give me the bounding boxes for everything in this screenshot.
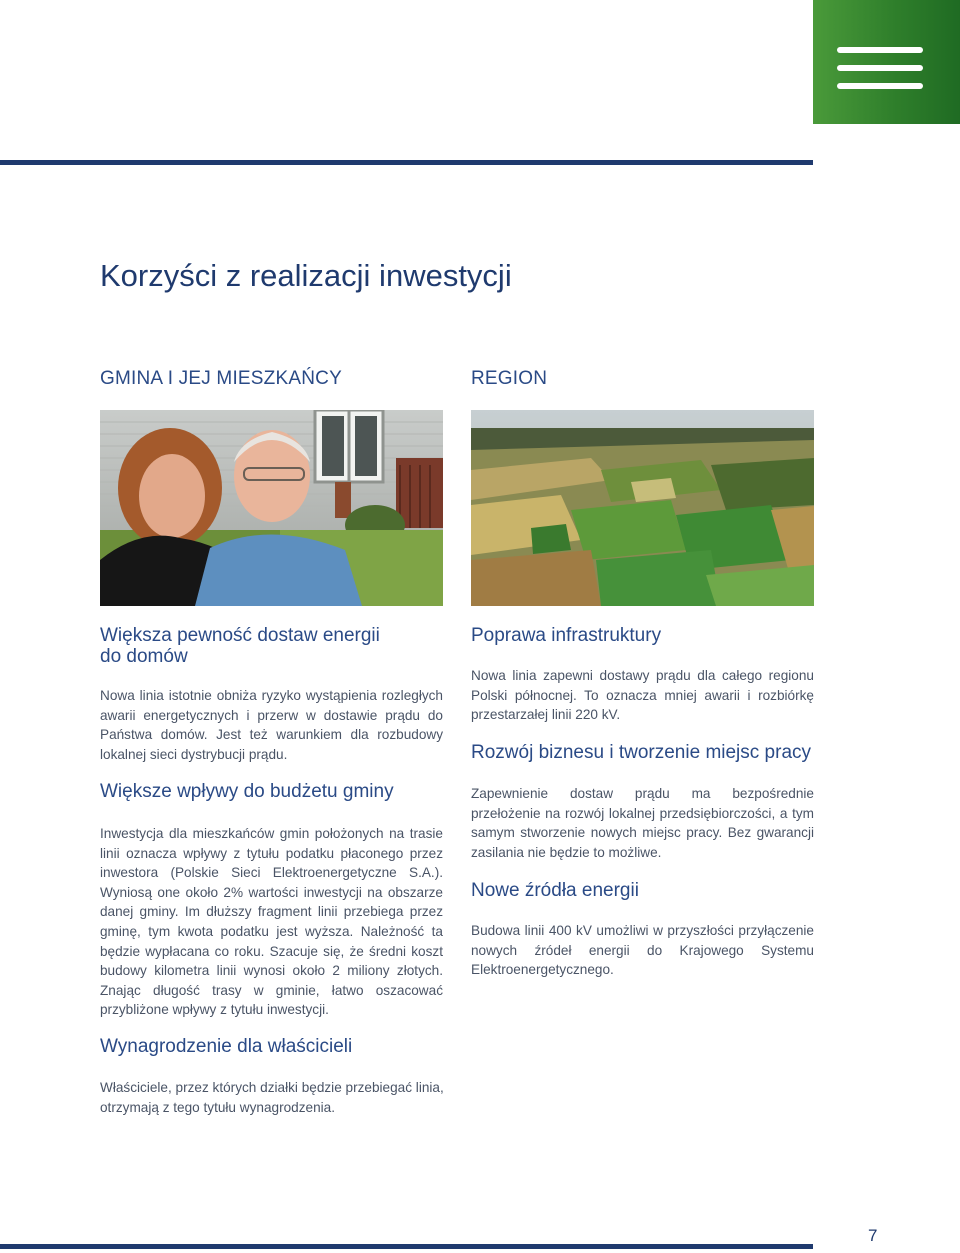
section-title-energy-supply: Większa pewność dostaw energii do domów — [100, 625, 380, 667]
section-title-infrastructure: Poprawa infrastruktury — [471, 625, 662, 646]
page-title: Korzyści z realizacji inwestycji — [100, 258, 512, 293]
bottom-rule — [0, 1244, 813, 1249]
section-body-energy-supply: Nowa linia istotnie obniża ryzyko wystąpienia rozległych awarii energetycznych i przerw w dostawie prądu do Państwa domów. Jest też warunkiem dla rozbudowy lokalnej sieci dystrybucji prądu. — [100, 688, 443, 762]
right-column-header: REGION — [471, 368, 548, 389]
section-title-budget: Większe wpływy do budżetu gminy — [100, 781, 394, 802]
left-column-header: GMINA I JEJ MIESZKAŃCY — [100, 368, 342, 389]
photo-aerial-fields — [471, 410, 814, 606]
section-body-energy-sources: Budowa linii 400 kV umożliwi w przyszłości przyłączenie nowych źródeł energii do Krajowego Systemu Elektroenergetycznego. — [471, 923, 814, 978]
section-title-business: Rozwój biznesu i tworzenie miejsc pracy — [471, 742, 812, 763]
photo-couple — [100, 410, 443, 606]
section-body-infrastructure: Nowa linia zapewni dostawy prądu dla całego regionu Polski północnej. To oznacza mniej awarii i rozbiórkę przestarzałej linii 220 kV. — [471, 668, 814, 723]
section-body-business: Zapewnienie dostaw prądu ma bezpośrednie przełożenie na rozwój lokalnej przedsiębiorczości, a tym samym stworzenie nowych miejsc pracy. Bez gwarancji zasilania nie będzie to możliwe. — [471, 786, 814, 860]
menu-block[interactable] — [813, 0, 960, 124]
section-title-energy-sources: Nowe źródła energii — [471, 880, 639, 901]
section-body-budget: Inwestycja dla mieszkańców gmin położonych na trasie linii oznacza wpływy z tytułu podatku płaconego przez inwestora (Polskie Sieci Elektroenergetyczne S.A.). Wyniosą one około 2% wartości inwestycji na obszarze danej gminy. Im dłuższy fragment linii przebiega przez gminę, tym kwota podatku jest wyższa. Należność ta będzie wypłacana co roku. Szacuje się, że średni koszt budowy kilometra linii wynosi około 2 miliony złotych. Znając długość trasy w gminie, łatwo oszacować przybliżone wpływy z tytułu inwestycji. — [100, 826, 443, 1018]
top-rule — [0, 160, 813, 165]
section-body-compensation: Właściciele, przez których działki będzie przebiegać linia, otrzymają z tego tytułu wynagrodzenia. — [100, 1080, 444, 1115]
page-number: 7 — [868, 1226, 878, 1245]
section-title-compensation: Wynagrodzenie dla właścicieli — [100, 1036, 353, 1057]
